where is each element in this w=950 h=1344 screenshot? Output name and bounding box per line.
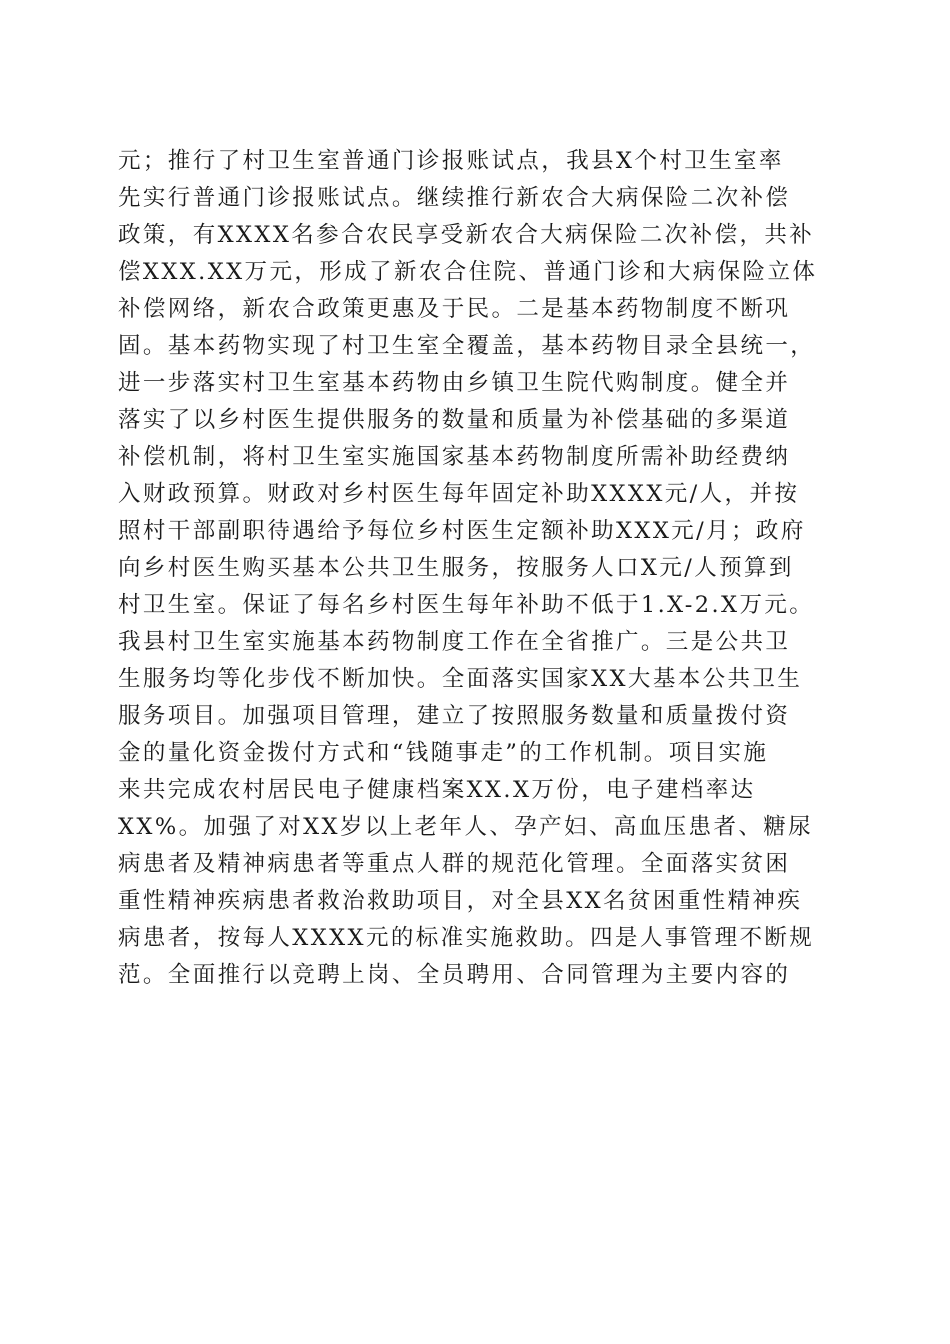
text-line: 金的量化资金拨付方式和“钱随事走”的工作机制。项目实施	[118, 740, 769, 766]
text-line: 入财政预算。财政对乡村医生每年固定补助XXXX元/人，并按	[118, 481, 800, 507]
text-line: 元；推行了村卫生室普通门诊报账试点，我县X个村卫生室率	[118, 148, 784, 174]
text-line: 固。基本药物实现了村卫生室全覆盖，基本药物目录全县统一，	[118, 333, 816, 359]
body-text	[118, 143, 838, 994]
text-line: 服务项目。加强项目管理，建立了按照服务数量和质量拨付资	[118, 703, 791, 729]
text-line: 生服务均等化步伐不断加快。全面落实国家XX大基本公共卫生	[118, 666, 803, 692]
text-line: 偿XXX.XX万元，形成了新农合住院、普通门诊和大病保险立体	[118, 259, 818, 285]
text-line: 照村干部副职待遇给予每位乡村医生定额补助XXX元/月；政府	[118, 518, 806, 544]
text-line: 落实了以乡村医生提供服务的数量和质量为补偿基础的多渠道	[118, 407, 791, 433]
text-line: 病患者及精神病患者等重点人群的规范化管理。全面落实贫困	[118, 851, 791, 877]
text-line: 范。全面推行以竞聘上岗、全员聘用、合同管理为主要内容的	[118, 962, 791, 988]
text-line: 向乡村医生购买基本公共卫生服务，按服务人口X元/人预算到	[118, 555, 794, 581]
text-line: 补偿机制，将村卫生室实施国家基本药物制度所需补助经费纳	[118, 444, 791, 470]
text-line: 政策，有XXXX名参合农民享受新农合大病保险二次补偿，共补	[118, 222, 815, 248]
text-line: 来共完成农村居民电子健康档案XX.X万份，电子建档率达	[118, 777, 756, 803]
text-line: 重性精神疾病患者救治救助项目，对全县XX名贫困重性精神疾	[118, 888, 803, 914]
text-line: 补偿网络，新农合政策更惠及于民。二是基本药物制度不断巩	[118, 296, 791, 322]
text-line: 先实行普通门诊报账试点。继续推行新农合大病保险二次补偿	[118, 185, 791, 211]
text-line: 我县村卫生室实施基本药物制度工作在全省推广。三是公共卫	[118, 629, 791, 655]
text-line: 病患者，按每人XXXX元的标准实施救助。四是人事管理不断规	[118, 925, 815, 951]
text-line: 进一步落实村卫生室基本药物由乡镇卫生院代购制度。健全并	[118, 370, 791, 396]
text-line: XX%。加强了对XX岁以上老年人、孕产妇、高血压患者、糖尿	[118, 814, 814, 840]
text-line: 村卫生室。保证了每名乡村医生每年补助不低于1.X-2.X万元。	[118, 592, 815, 618]
